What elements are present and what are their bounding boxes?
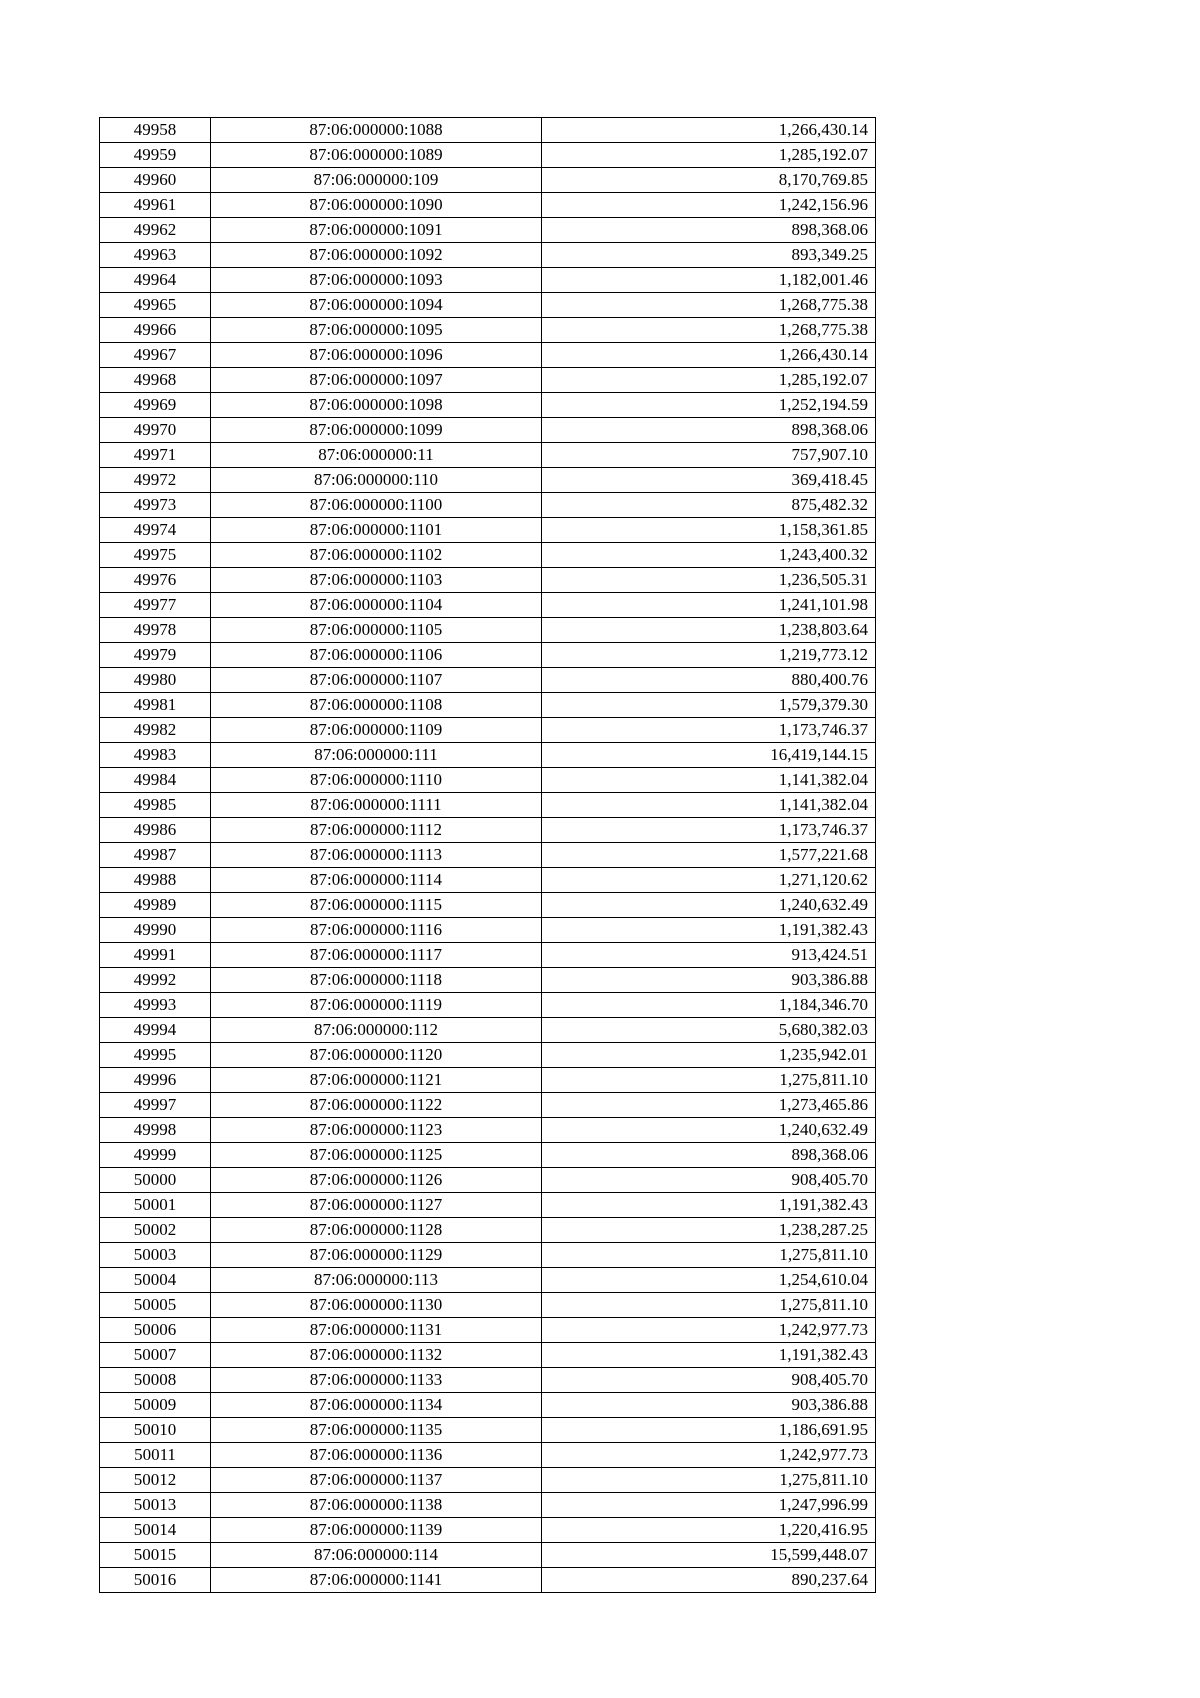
row-number-cell: 50007 xyxy=(100,1343,211,1368)
table-row xyxy=(100,1543,876,1568)
cadastral-number-cell: 87:06:000000:1099 xyxy=(211,418,542,443)
table-row xyxy=(100,1268,876,1293)
row-number-cell: 49990 xyxy=(100,918,211,943)
row-number-cell: 49993 xyxy=(100,993,211,1018)
cadastral-value-cell: 1,184,346.70 xyxy=(542,993,876,1018)
row-number-cell: 50006 xyxy=(100,1318,211,1343)
cadastral-number-cell: 87:06:000000:1132 xyxy=(211,1343,542,1368)
cadastral-value-cell: 1,252,194.59 xyxy=(542,393,876,418)
table-row xyxy=(100,1218,876,1243)
cadastral-value-cell: 1,191,382.43 xyxy=(542,1193,876,1218)
table-row xyxy=(100,1418,876,1443)
cadastral-value-cell: 1,275,811.10 xyxy=(542,1068,876,1093)
cadastral-number-cell: 87:06:000000:1105 xyxy=(211,618,542,643)
cadastral-number-cell: 87:06:000000:1137 xyxy=(211,1468,542,1493)
table-row xyxy=(100,243,876,268)
cadastral-number-cell: 87:06:000000:1123 xyxy=(211,1118,542,1143)
row-number-cell: 50012 xyxy=(100,1468,211,1493)
row-number-cell: 49962 xyxy=(100,218,211,243)
table-row xyxy=(100,618,876,643)
row-number-cell: 49983 xyxy=(100,743,211,768)
row-number-cell: 50010 xyxy=(100,1418,211,1443)
table-row xyxy=(100,693,876,718)
cadastral-number-cell: 87:06:000000:1133 xyxy=(211,1368,542,1393)
row-number-cell: 49987 xyxy=(100,843,211,868)
cadastral-number-cell: 87:06:000000:1110 xyxy=(211,768,542,793)
table-row xyxy=(100,768,876,793)
cadastral-value-cell: 1,235,942.01 xyxy=(542,1043,876,1068)
table-row xyxy=(100,1018,876,1043)
cadastral-number-cell: 87:06:000000:1100 xyxy=(211,493,542,518)
table-row xyxy=(100,318,876,343)
row-number-cell: 49976 xyxy=(100,568,211,593)
row-number-cell: 49965 xyxy=(100,293,211,318)
row-number-cell: 49967 xyxy=(100,343,211,368)
cadastral-value-cell: 15,599,448.07 xyxy=(542,1543,876,1568)
row-number-cell: 50005 xyxy=(100,1293,211,1318)
cadastral-value-cell: 5,680,382.03 xyxy=(542,1018,876,1043)
cadastral-value-cell: 880,400.76 xyxy=(542,668,876,693)
row-number-cell: 50013 xyxy=(100,1493,211,1518)
cadastral-value-cell: 16,419,144.15 xyxy=(542,743,876,768)
cadastral-number-cell: 87:06:000000:1127 xyxy=(211,1193,542,1218)
cadastral-value-cell: 890,237.64 xyxy=(542,1568,876,1593)
row-number-cell: 50009 xyxy=(100,1393,211,1418)
cadastral-number-cell: 87:06:000000:1111 xyxy=(211,793,542,818)
cadastral-number-cell: 87:06:000000:1088 xyxy=(211,118,542,143)
table-row xyxy=(100,543,876,568)
table-row xyxy=(100,1468,876,1493)
row-number-cell: 49980 xyxy=(100,668,211,693)
row-number-cell: 50008 xyxy=(100,1368,211,1393)
table-body xyxy=(100,118,876,1593)
cadastral-number-cell: 87:06:000000:11 xyxy=(211,443,542,468)
cadastral-number-cell: 87:06:000000:1113 xyxy=(211,843,542,868)
cadastral-number-cell: 87:06:000000:1106 xyxy=(211,643,542,668)
row-number-cell: 49974 xyxy=(100,518,211,543)
cadastral-value-cell: 1,242,156.96 xyxy=(542,193,876,218)
cadastral-number-cell: 87:06:000000:1112 xyxy=(211,818,542,843)
cadastral-number-cell: 87:06:000000:1098 xyxy=(211,393,542,418)
table-row xyxy=(100,668,876,693)
table-row xyxy=(100,643,876,668)
cadastral-value-cell: 1,186,691.95 xyxy=(542,1418,876,1443)
cadastral-value-cell: 1,247,996.99 xyxy=(542,1493,876,1518)
row-number-cell: 50003 xyxy=(100,1243,211,1268)
row-number-cell: 49981 xyxy=(100,693,211,718)
cadastral-number-cell: 87:06:000000:1093 xyxy=(211,268,542,293)
cadastral-value-cell: 1,243,400.32 xyxy=(542,543,876,568)
cadastral-number-cell: 87:06:000000:1117 xyxy=(211,943,542,968)
table-row xyxy=(100,1318,876,1343)
cadastral-number-cell: 87:06:000000:1115 xyxy=(211,893,542,918)
row-number-cell: 49985 xyxy=(100,793,211,818)
row-number-cell: 49992 xyxy=(100,968,211,993)
row-number-cell: 49997 xyxy=(100,1093,211,1118)
row-number-cell: 50000 xyxy=(100,1168,211,1193)
cadastral-number-cell: 87:06:000000:1135 xyxy=(211,1418,542,1443)
cadastral-value-cell: 1,275,811.10 xyxy=(542,1243,876,1268)
cadastral-value-cell: 1,268,775.38 xyxy=(542,318,876,343)
cadastral-value-cell: 1,285,192.07 xyxy=(542,143,876,168)
cadastral-value-cell: 369,418.45 xyxy=(542,468,876,493)
table-row xyxy=(100,1343,876,1368)
cadastral-number-cell: 87:06:000000:1091 xyxy=(211,218,542,243)
cadastral-value-cell: 1,268,775.38 xyxy=(542,293,876,318)
table-row xyxy=(100,918,876,943)
row-number-cell: 49966 xyxy=(100,318,211,343)
cadastral-number-cell: 87:06:000000:1120 xyxy=(211,1043,542,1068)
row-number-cell: 49973 xyxy=(100,493,211,518)
cadastral-value-cell: 8,170,769.85 xyxy=(542,168,876,193)
cadastral-number-cell: 87:06:000000:1114 xyxy=(211,868,542,893)
cadastral-value-cell: 893,349.25 xyxy=(542,243,876,268)
cadastral-value-cell: 903,386.88 xyxy=(542,968,876,993)
row-number-cell: 49988 xyxy=(100,868,211,893)
cadastral-number-cell: 87:06:000000:109 xyxy=(211,168,542,193)
cadastral-value-cell: 1,173,746.37 xyxy=(542,818,876,843)
cadastral-value-cell: 1,266,430.14 xyxy=(542,118,876,143)
cadastral-value-cell: 1,271,120.62 xyxy=(542,868,876,893)
row-number-cell: 49958 xyxy=(100,118,211,143)
cadastral-number-cell: 87:06:000000:1118 xyxy=(211,968,542,993)
table-row xyxy=(100,843,876,868)
table-row xyxy=(100,518,876,543)
cadastral-number-cell: 87:06:000000:110 xyxy=(211,468,542,493)
row-number-cell: 50014 xyxy=(100,1518,211,1543)
cadastral-value-cell: 1,266,430.14 xyxy=(542,343,876,368)
table-row xyxy=(100,293,876,318)
cadastral-number-cell: 87:06:000000:1108 xyxy=(211,693,542,718)
cadastral-value-cell: 1,182,001.46 xyxy=(542,268,876,293)
row-number-cell: 50002 xyxy=(100,1218,211,1243)
cadastral-value-cell: 898,368.06 xyxy=(542,418,876,443)
cadastral-value-cell: 908,405.70 xyxy=(542,1168,876,1193)
row-number-cell: 50016 xyxy=(100,1568,211,1593)
table-row xyxy=(100,1143,876,1168)
cadastral-number-cell: 87:06:000000:1109 xyxy=(211,718,542,743)
table-row xyxy=(100,1043,876,1068)
table-row xyxy=(100,218,876,243)
row-number-cell: 49964 xyxy=(100,268,211,293)
cadastral-value-cell: 1,219,773.12 xyxy=(542,643,876,668)
cadastral-number-cell: 87:06:000000:1125 xyxy=(211,1143,542,1168)
cadastral-value-cell: 757,907.10 xyxy=(542,443,876,468)
cadastral-number-cell: 87:06:000000:1134 xyxy=(211,1393,542,1418)
row-number-cell: 49998 xyxy=(100,1118,211,1143)
table-row xyxy=(100,793,876,818)
row-number-cell: 49996 xyxy=(100,1068,211,1093)
cadastral-number-cell: 87:06:000000:1138 xyxy=(211,1493,542,1518)
table-row xyxy=(100,1293,876,1318)
table-row xyxy=(100,493,876,518)
cadastral-value-cell: 875,482.32 xyxy=(542,493,876,518)
cadastral-number-cell: 87:06:000000:1139 xyxy=(211,1518,542,1543)
cadastral-number-cell: 87:06:000000:1097 xyxy=(211,368,542,393)
cadastral-value-cell: 1,242,977.73 xyxy=(542,1318,876,1343)
cadastral-number-cell: 87:06:000000:1128 xyxy=(211,1218,542,1243)
table-row xyxy=(100,868,876,893)
cadastral-value-cell: 1,254,610.04 xyxy=(542,1268,876,1293)
row-number-cell: 49995 xyxy=(100,1043,211,1068)
cadastral-number-cell: 87:06:000000:1094 xyxy=(211,293,542,318)
cadastral-number-cell: 87:06:000000:111 xyxy=(211,743,542,768)
cadastral-value-cell: 1,577,221.68 xyxy=(542,843,876,868)
cadastral-value-cell: 1,240,632.49 xyxy=(542,1118,876,1143)
row-number-cell: 49961 xyxy=(100,193,211,218)
row-number-cell: 49975 xyxy=(100,543,211,568)
cadastral-value-table xyxy=(99,117,876,1593)
cadastral-number-cell: 87:06:000000:1103 xyxy=(211,568,542,593)
cadastral-number-cell: 87:06:000000:1095 xyxy=(211,318,542,343)
table-row xyxy=(100,1118,876,1143)
cadastral-value-cell: 1,242,977.73 xyxy=(542,1443,876,1468)
table-row xyxy=(100,1243,876,1268)
row-number-cell: 49968 xyxy=(100,368,211,393)
table-row xyxy=(100,1568,876,1593)
table-row xyxy=(100,268,876,293)
table-row xyxy=(100,1393,876,1418)
row-number-cell: 49969 xyxy=(100,393,211,418)
table-row xyxy=(100,818,876,843)
row-number-cell: 49982 xyxy=(100,718,211,743)
row-number-cell: 49991 xyxy=(100,943,211,968)
cadastral-value-cell: 1,275,811.10 xyxy=(542,1468,876,1493)
cadastral-value-cell: 1,238,287.25 xyxy=(542,1218,876,1243)
row-number-cell: 49977 xyxy=(100,593,211,618)
cadastral-value-cell: 1,273,465.86 xyxy=(542,1093,876,1118)
row-number-cell: 49994 xyxy=(100,1018,211,1043)
cadastral-value-cell: 1,191,382.43 xyxy=(542,1343,876,1368)
cadastral-number-cell: 87:06:000000:1129 xyxy=(211,1243,542,1268)
table-row xyxy=(100,168,876,193)
cadastral-number-cell: 87:06:000000:114 xyxy=(211,1543,542,1568)
row-number-cell: 49984 xyxy=(100,768,211,793)
cadastral-value-cell: 913,424.51 xyxy=(542,943,876,968)
table-row xyxy=(100,193,876,218)
cadastral-value-cell: 1,173,746.37 xyxy=(542,718,876,743)
cadastral-number-cell: 87:06:000000:1104 xyxy=(211,593,542,618)
cadastral-value-cell: 1,238,803.64 xyxy=(542,618,876,643)
table-row xyxy=(100,893,876,918)
row-number-cell: 50015 xyxy=(100,1543,211,1568)
cadastral-value-cell: 1,141,382.04 xyxy=(542,793,876,818)
row-number-cell: 49978 xyxy=(100,618,211,643)
cadastral-value-cell: 1,579,379.30 xyxy=(542,693,876,718)
cadastral-number-cell: 87:06:000000:1126 xyxy=(211,1168,542,1193)
cadastral-value-cell: 1,191,382.43 xyxy=(542,918,876,943)
cadastral-number-cell: 87:06:000000:1092 xyxy=(211,243,542,268)
cadastral-value-cell: 1,241,101.98 xyxy=(542,593,876,618)
table-row xyxy=(100,568,876,593)
cadastral-number-cell: 87:06:000000:1122 xyxy=(211,1093,542,1118)
row-number-cell: 49989 xyxy=(100,893,211,918)
cadastral-value-cell: 898,368.06 xyxy=(542,218,876,243)
row-number-cell: 49960 xyxy=(100,168,211,193)
cadastral-number-cell: 87:06:000000:1121 xyxy=(211,1068,542,1093)
cadastral-value-cell: 898,368.06 xyxy=(542,1143,876,1168)
table-row xyxy=(100,743,876,768)
cadastral-number-cell: 87:06:000000:1116 xyxy=(211,918,542,943)
cadastral-number-cell: 87:06:000000:1101 xyxy=(211,518,542,543)
table-row xyxy=(100,1168,876,1193)
cadastral-value-cell: 1,220,416.95 xyxy=(542,1518,876,1543)
cadastral-value-cell: 1,236,505.31 xyxy=(542,568,876,593)
cadastral-number-cell: 87:06:000000:1089 xyxy=(211,143,542,168)
row-number-cell: 50004 xyxy=(100,1268,211,1293)
cadastral-value-cell: 1,240,632.49 xyxy=(542,893,876,918)
cadastral-number-cell: 87:06:000000:1131 xyxy=(211,1318,542,1343)
table-row xyxy=(100,1518,876,1543)
row-number-cell: 49970 xyxy=(100,418,211,443)
table-row xyxy=(100,1068,876,1093)
cadastral-number-cell: 87:06:000000:1130 xyxy=(211,1293,542,1318)
row-number-cell: 49999 xyxy=(100,1143,211,1168)
row-number-cell: 50011 xyxy=(100,1443,211,1468)
table-row xyxy=(100,968,876,993)
table-row xyxy=(100,1493,876,1518)
table-row xyxy=(100,118,876,143)
cadastral-number-cell: 87:06:000000:1107 xyxy=(211,668,542,693)
table-row xyxy=(100,393,876,418)
cadastral-value-cell: 903,386.88 xyxy=(542,1393,876,1418)
cadastral-value-cell: 1,141,382.04 xyxy=(542,768,876,793)
table-row xyxy=(100,418,876,443)
row-number-cell: 49986 xyxy=(100,818,211,843)
row-number-cell: 49972 xyxy=(100,468,211,493)
cadastral-value-cell: 1,275,811.10 xyxy=(542,1293,876,1318)
cadastral-number-cell: 87:06:000000:1090 xyxy=(211,193,542,218)
cadastral-value-cell: 908,405.70 xyxy=(542,1368,876,1393)
cadastral-number-cell: 87:06:000000:113 xyxy=(211,1268,542,1293)
table-row xyxy=(100,1368,876,1393)
table-row xyxy=(100,943,876,968)
row-number-cell: 49959 xyxy=(100,143,211,168)
cadastral-number-cell: 87:06:000000:1119 xyxy=(211,993,542,1018)
table-row xyxy=(100,1093,876,1118)
table-row xyxy=(100,993,876,1018)
cadastral-value-cell: 1,285,192.07 xyxy=(542,368,876,393)
cadastral-number-cell: 87:06:000000:1102 xyxy=(211,543,542,568)
table-row xyxy=(100,1443,876,1468)
table-row xyxy=(100,1193,876,1218)
cadastral-value-cell: 1,158,361.85 xyxy=(542,518,876,543)
cadastral-number-cell: 87:06:000000:1096 xyxy=(211,343,542,368)
table-row xyxy=(100,143,876,168)
row-number-cell: 49979 xyxy=(100,643,211,668)
table-row xyxy=(100,443,876,468)
table-row xyxy=(100,468,876,493)
table-row xyxy=(100,593,876,618)
table-row xyxy=(100,368,876,393)
row-number-cell: 49971 xyxy=(100,443,211,468)
cadastral-number-cell: 87:06:000000:1141 xyxy=(211,1568,542,1593)
table-row xyxy=(100,718,876,743)
table-row xyxy=(100,343,876,368)
cadastral-number-cell: 87:06:000000:112 xyxy=(211,1018,542,1043)
row-number-cell: 49963 xyxy=(100,243,211,268)
row-number-cell: 50001 xyxy=(100,1193,211,1218)
cadastral-number-cell: 87:06:000000:1136 xyxy=(211,1443,542,1468)
